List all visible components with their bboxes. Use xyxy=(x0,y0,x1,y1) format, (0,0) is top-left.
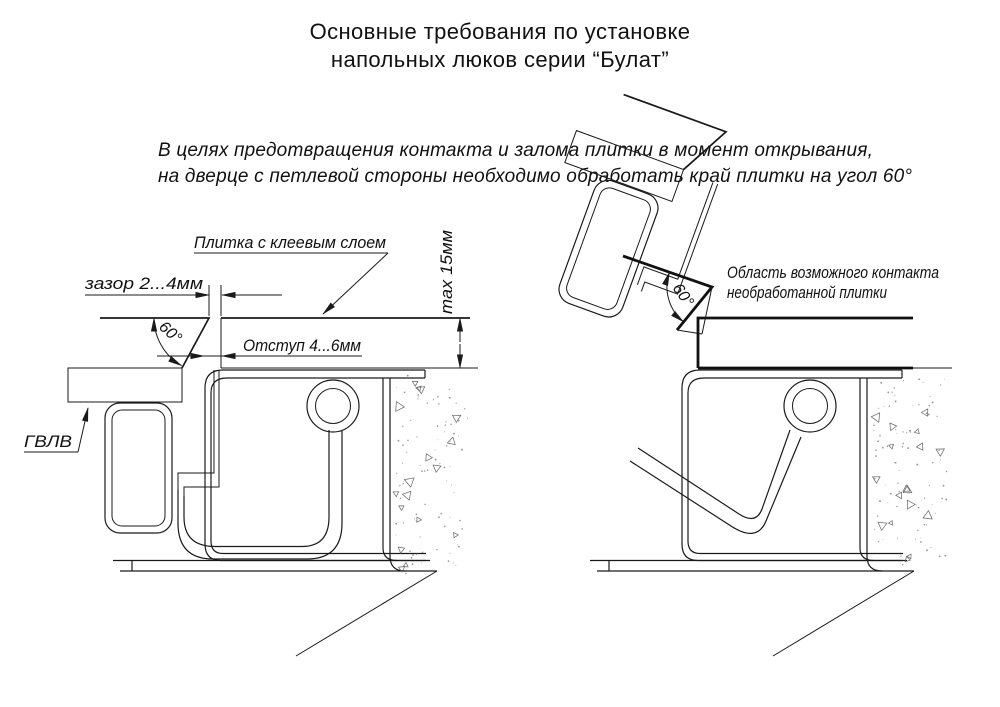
concrete-speck-dot xyxy=(416,520,417,521)
concrete-speck-dot xyxy=(896,433,897,434)
concrete-speck-dot xyxy=(459,520,461,522)
concrete-speck-dot xyxy=(918,378,920,380)
concrete-speck-dot xyxy=(929,405,930,406)
concrete-speck-dot xyxy=(945,499,947,501)
concrete-speck-dot xyxy=(910,431,911,432)
concrete-speck-dot xyxy=(402,444,404,446)
concrete-speck-dot xyxy=(398,571,399,572)
concrete-speck-dot xyxy=(902,443,904,445)
concrete-speck-dot xyxy=(875,449,877,451)
concrete-speck-dot xyxy=(436,549,437,550)
concrete-speck-dot xyxy=(456,534,457,535)
concrete-speck-dot xyxy=(404,391,406,393)
concrete-speck-dot xyxy=(449,389,450,390)
concrete-speck-dot xyxy=(895,429,896,430)
requirement-note-line2: на дверце с петлевой стороны необходимо обработать край плитки на угол 60° xyxy=(158,166,913,187)
concrete-speck-dot xyxy=(441,513,443,515)
frame-open xyxy=(590,370,914,656)
concrete-speck-dot xyxy=(444,467,446,469)
concrete-speck-dot xyxy=(449,441,450,442)
concrete-speck-dot xyxy=(902,564,903,565)
concrete-speck-dot xyxy=(399,551,400,552)
hinge-arm-open xyxy=(630,430,801,533)
concrete-aggregate-triangle xyxy=(447,437,455,445)
concrete-speck-dot xyxy=(456,403,457,404)
concrete-speck-dot xyxy=(450,424,452,426)
concrete-speck-dot xyxy=(415,384,417,386)
concrete-speck-dot xyxy=(944,555,946,557)
concrete-speck-dot xyxy=(874,529,875,530)
concrete-speck-dot xyxy=(461,528,463,530)
concrete-speck-dot xyxy=(918,404,919,405)
concrete-speck-dot xyxy=(875,455,877,457)
concrete-speck-dot xyxy=(932,504,933,505)
offset-dimension-label: Отступ 4...6мм xyxy=(243,336,362,355)
concrete-speck-dot xyxy=(932,402,934,404)
concrete-speck-dot xyxy=(885,485,886,486)
tile-leader xyxy=(323,253,388,314)
concrete-speck-dot xyxy=(449,466,450,467)
concrete-speck-dot xyxy=(902,446,903,447)
concrete-speck-dot xyxy=(449,553,450,554)
concrete-aggregate-triangle xyxy=(417,517,422,522)
concrete-speck-dot xyxy=(884,406,885,407)
concrete-speck-dot xyxy=(873,424,875,426)
requirement-note-line1: В целях предотвращения контакта и залома плитки в момент открывания, xyxy=(158,140,874,161)
concrete-speck-dot xyxy=(894,387,896,389)
concrete-speck-dot xyxy=(412,554,414,556)
view-open xyxy=(520,84,952,656)
concrete-speck-dot xyxy=(887,391,889,393)
concrete-speck-dot xyxy=(427,469,429,471)
concrete-speck-dot xyxy=(895,400,897,402)
concrete-aggregate-triangle xyxy=(398,547,404,553)
concrete-speck-dot xyxy=(414,518,415,519)
concrete-speck-dot xyxy=(912,405,913,406)
concrete-speck-dot xyxy=(437,396,439,398)
view-closed xyxy=(24,230,478,656)
concrete-speck-dot xyxy=(938,450,939,451)
concrete-aggregate-triangle xyxy=(923,511,932,519)
concrete-speck-dot xyxy=(889,405,890,406)
concrete-speck-dot xyxy=(450,517,451,518)
hinge-arm-closed xyxy=(178,430,342,559)
concrete-speck-dot xyxy=(918,507,920,509)
concrete-speck-dot xyxy=(418,396,419,397)
concrete-speck-dot xyxy=(895,462,897,464)
concrete-speck-dot xyxy=(878,408,879,409)
concrete-speck-dot xyxy=(417,398,418,399)
contact-area-label-line2: необработанной плитки xyxy=(727,283,888,302)
concrete-speck-dot xyxy=(455,565,456,566)
concrete-speck-dot xyxy=(438,403,440,405)
concrete-speck-dot xyxy=(897,482,898,483)
concrete-speck-dot xyxy=(944,379,945,380)
gvl-label: ГВЛВ xyxy=(24,432,72,451)
concrete-speck-dot xyxy=(416,554,417,555)
concrete-speck-dot xyxy=(453,562,454,563)
concrete-speck-dot xyxy=(457,544,458,545)
concrete-speck-dot xyxy=(412,563,414,565)
concrete-speck-dot xyxy=(399,485,400,486)
concrete-aggregate-triangle xyxy=(412,381,418,386)
concrete-speck-dot xyxy=(444,526,446,528)
concrete-speck-dot xyxy=(906,432,907,433)
concrete-speck-dot xyxy=(900,556,901,557)
concrete-speck-dot xyxy=(438,439,439,440)
concrete-speck-dot xyxy=(917,530,918,531)
concrete-speck-dot xyxy=(454,492,455,493)
concrete-speck-dot xyxy=(395,534,396,535)
concrete-aggregate-triangle xyxy=(453,415,461,422)
concrete-speck-dot xyxy=(410,420,411,421)
concrete-speck-dot xyxy=(424,504,426,506)
concrete-speck-dot xyxy=(445,421,446,422)
concrete-speck-dot xyxy=(422,551,424,553)
concrete-aggregate-triangle xyxy=(878,522,887,530)
concrete-speck-dot xyxy=(400,498,402,500)
concrete-speck-dot xyxy=(921,500,922,501)
concrete-speck-dot xyxy=(909,430,911,432)
concrete-hatch-right xyxy=(871,378,947,565)
concrete-speck-dot xyxy=(924,498,925,499)
concrete-speck-dot xyxy=(446,480,447,481)
door-closed xyxy=(68,318,219,533)
concrete-aggregate-triangle xyxy=(871,413,880,422)
concrete-speck-dot xyxy=(877,515,878,516)
concrete-speck-dot xyxy=(416,514,418,516)
concrete-speck-dot xyxy=(880,382,882,384)
concrete-speck-dot xyxy=(461,449,463,451)
concrete-speck-dot xyxy=(924,524,926,526)
concrete-aggregate-triangle xyxy=(433,465,441,472)
concrete-speck-dot xyxy=(923,382,924,383)
sheet-title-line2: напольных люков серии “Булат” xyxy=(330,47,670,72)
concrete-speck-dot xyxy=(893,445,894,446)
concrete-speck-dot xyxy=(930,396,931,397)
concrete-speck-dot xyxy=(935,513,936,514)
concrete-aggregate-triangle xyxy=(426,454,433,461)
concrete-speck-dot xyxy=(887,445,889,447)
concrete-speck-dot xyxy=(396,473,397,474)
concrete-speck-dot xyxy=(926,524,927,525)
concrete-speck-dot xyxy=(879,500,881,502)
concrete-aggregate-triangle xyxy=(404,478,414,487)
concrete-speck-dot xyxy=(941,498,943,500)
concrete-speck-dot xyxy=(907,447,909,449)
concrete-speck-dot xyxy=(446,445,448,447)
concrete-speck-dot xyxy=(936,416,937,417)
concrete-aggregate-triangle xyxy=(936,449,944,456)
concrete-speck-dot xyxy=(409,550,411,552)
concrete-speck-dot xyxy=(896,506,897,507)
concrete-aggregate-triangle xyxy=(903,485,911,492)
concrete-speck-dot xyxy=(397,522,398,523)
concrete-speck-dot xyxy=(402,463,403,464)
concrete-speck-dot xyxy=(458,436,459,437)
concrete-speck-dot xyxy=(449,397,451,399)
concrete-speck-dot xyxy=(403,522,404,523)
concrete-speck-dot xyxy=(897,538,898,539)
concrete-speck-dot xyxy=(899,491,900,492)
concrete-speck-dot xyxy=(424,470,425,471)
concrete-speck-dot xyxy=(877,440,879,442)
concrete-speck-dot xyxy=(407,440,409,442)
concrete-speck-dot xyxy=(458,546,460,548)
concrete-aggregate-triangle xyxy=(889,444,894,449)
concrete-speck-dot xyxy=(444,431,445,432)
concrete-speck-dot xyxy=(405,573,407,575)
concrete-speck-dot xyxy=(437,425,439,427)
concrete-speck-dot xyxy=(402,425,403,426)
concrete-aggregate-triangle xyxy=(454,533,459,538)
concrete-speck-dot xyxy=(916,504,917,505)
concrete-aggregate-triangle xyxy=(916,443,923,450)
concrete-speck-dot xyxy=(940,459,941,460)
concrete-aggregate-triangle xyxy=(393,492,399,497)
concrete-speck-dot xyxy=(467,418,468,419)
concrete-speck-dot xyxy=(946,471,947,472)
concrete-speck-dot xyxy=(453,433,455,435)
max-height-label: max 15мм xyxy=(437,234,456,314)
concrete-speck-dot xyxy=(407,375,409,377)
concrete-speck-dot xyxy=(891,392,892,393)
concrete-speck-dot xyxy=(398,440,400,442)
concrete-aggregate-triangle xyxy=(399,506,404,511)
concrete-speck-dot xyxy=(439,463,440,464)
concrete-speck-dot xyxy=(426,402,427,403)
concrete-speck-dot xyxy=(448,560,450,562)
concrete-speck-dot xyxy=(458,420,460,422)
concrete-speck-dot xyxy=(894,395,895,396)
concrete-aggregate-triangle xyxy=(914,429,919,434)
concrete-speck-dot xyxy=(464,408,465,409)
gap-dimension-label: зазор 2...4мм xyxy=(83,274,204,293)
concrete-speck-dot xyxy=(416,436,417,437)
concrete-speck-dot xyxy=(874,478,876,480)
concrete-speck-dot xyxy=(420,536,421,537)
angle-label-open: 60° xyxy=(668,280,697,311)
concrete-speck-dot xyxy=(929,485,930,486)
concrete-speck-dot xyxy=(411,557,413,559)
concrete-speck-dot xyxy=(438,516,440,518)
concrete-speck-dot xyxy=(421,563,422,564)
dimensions-closed xyxy=(24,230,460,452)
concrete-speck-dot xyxy=(451,485,452,486)
concrete-speck-dot xyxy=(932,462,933,463)
concrete-speck-dot xyxy=(445,424,447,426)
concrete-aggregate-triangle xyxy=(907,500,915,509)
contact-area-label-line1: Область возможного контакта xyxy=(727,263,939,282)
concrete-aggregate-triangle xyxy=(396,402,405,412)
sheet-title-line1: Основные требования по установке xyxy=(309,19,691,44)
concrete-speck-dot xyxy=(928,414,930,416)
concrete-speck-dot xyxy=(435,450,436,451)
concrete-speck-dot xyxy=(902,431,903,432)
concrete-speck-dot xyxy=(930,547,931,548)
concrete-hatch-left xyxy=(393,375,468,574)
concrete-speck-dot xyxy=(929,407,930,408)
floor-tile-thick-outline xyxy=(698,318,913,368)
concrete-speck-dot xyxy=(920,541,922,543)
concrete-speck-dot xyxy=(915,539,916,540)
concrete-speck-dot xyxy=(908,492,910,494)
concrete-speck-dot xyxy=(395,523,397,525)
concrete-speck-dot xyxy=(878,541,879,542)
concrete-speck-dot xyxy=(421,470,423,472)
concrete-speck-dot xyxy=(940,384,941,385)
concrete-speck-dot xyxy=(417,394,419,396)
concrete-speck-dot xyxy=(926,412,928,414)
concrete-speck-dot xyxy=(433,399,434,400)
gap-extension-lines xyxy=(209,285,221,316)
concrete-speck-dot xyxy=(939,555,941,557)
angle-label-closed: 60° xyxy=(155,318,185,348)
concrete-speck-dot xyxy=(435,459,437,461)
concrete-speck-dot xyxy=(883,539,884,540)
concrete-aggregate-triangle xyxy=(873,477,881,484)
concrete-speck-dot xyxy=(396,387,397,388)
concrete-aggregate-triangle xyxy=(907,554,911,559)
concrete-speck-dot xyxy=(894,462,895,463)
concrete-speck-dot xyxy=(873,429,874,430)
concrete-speck-dot xyxy=(882,447,884,449)
concrete-speck-dot xyxy=(890,493,892,495)
concrete-speck-dot xyxy=(420,465,421,466)
gvl-leader xyxy=(78,408,88,452)
concrete-aggregate-triangle xyxy=(889,521,893,526)
concrete-speck-dot xyxy=(903,380,904,381)
concrete-speck-dot xyxy=(898,470,899,471)
concrete-speck-dot xyxy=(402,483,404,485)
concrete-speck-dot xyxy=(943,485,945,487)
concrete-aggregate-triangle xyxy=(402,491,410,500)
concrete-aggregate-triangle xyxy=(896,492,902,499)
concrete-speck-dot xyxy=(406,452,407,453)
concrete-speck-dot xyxy=(879,435,881,437)
concrete-speck-dot xyxy=(916,464,918,466)
concrete-speck-dot xyxy=(920,538,921,539)
concrete-speck-dot xyxy=(887,502,888,503)
tile-label: Плитка с клеевым слоем xyxy=(194,233,387,252)
concrete-speck-dot xyxy=(926,549,928,551)
